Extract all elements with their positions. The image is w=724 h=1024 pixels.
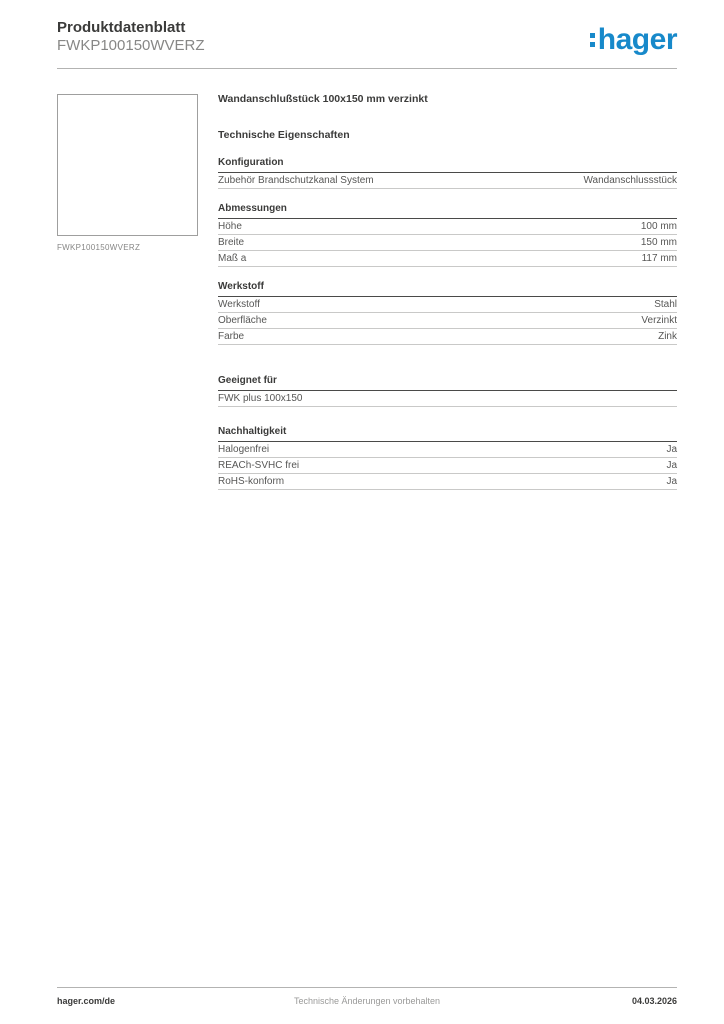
footer-date: 04.03.2026 — [631, 996, 677, 1006]
product-image-caption: FWKP100150WVERZ — [57, 243, 141, 252]
spec-row-label: Oberfläche — [218, 315, 267, 326]
section-heading: Nachhaltigkeit — [218, 426, 677, 442]
spec-row-value: 117 mm — [641, 253, 677, 264]
hager-logo — [590, 25, 677, 55]
spec-row-label: Werkstoff — [218, 299, 260, 310]
spec-row-label: FWK plus 100x150 — [218, 393, 303, 404]
content-column — [218, 93, 677, 490]
spec-row — [218, 474, 677, 490]
spec-row — [218, 458, 677, 474]
spec-row — [218, 219, 677, 235]
hager-logo-colon-icon — [590, 33, 595, 47]
spec-row — [218, 235, 677, 251]
footer-row — [57, 996, 677, 1006]
spec-row-value: Verzinkt — [641, 315, 677, 326]
spec-row-value: Zink — [658, 331, 677, 342]
spec-row-value: Ja — [666, 476, 677, 487]
spec-section — [218, 203, 677, 267]
spec-row-label: Breite — [218, 237, 245, 248]
spec-row-value: Ja — [666, 460, 677, 471]
section-heading: Geeignet für — [218, 375, 677, 391]
spec-section — [218, 281, 677, 345]
section-heading: Werkstoff — [218, 281, 677, 297]
spec-sections — [218, 157, 677, 490]
hager-logo-text: hager — [597, 23, 677, 56]
spec-row-label: Halogenfrei — [218, 444, 270, 455]
section-heading: Abmessungen — [218, 203, 677, 219]
spec-section — [218, 426, 677, 490]
document-header — [57, 19, 205, 55]
spec-row-label: Maß a — [218, 253, 247, 264]
footer-divider — [57, 987, 677, 988]
spec-row-value: 100 mm — [640, 221, 677, 232]
product-title: Wandanschlußstück 100x150 mm verzinkt — [218, 93, 428, 105]
header-divider — [57, 68, 677, 69]
spec-section — [218, 375, 677, 407]
spec-row-label: Höhe — [218, 221, 242, 232]
spec-row — [218, 313, 677, 329]
spec-row — [218, 297, 677, 313]
spec-row-label: Farbe — [218, 331, 245, 342]
spec-row-label: REACh-SVHC frei — [218, 460, 300, 471]
spec-row — [218, 251, 677, 267]
spec-row — [218, 391, 677, 407]
document-footer — [57, 987, 677, 1006]
spec-row-value: Wandanschlussstück — [583, 175, 677, 186]
spec-row-label: RoHS-konform — [218, 476, 285, 487]
page-title: Produktdatenblatt — [57, 19, 186, 36]
spec-row-value: 150 mm — [640, 237, 677, 248]
spec-row-label: Zubehör Brandschutzkanal System — [218, 175, 374, 186]
section-heading: Konfiguration — [218, 157, 677, 173]
spec-row-value: Stahl — [654, 299, 677, 310]
footer-disclaimer: Technische Änderungen vorbehalten — [293, 996, 441, 1006]
product-image — [57, 94, 198, 236]
technical-properties-heading: Technische Eigenschaften — [218, 129, 350, 141]
product-code: FWKP100150WVERZ — [57, 37, 205, 54]
spec-row — [218, 442, 677, 458]
spec-row — [218, 329, 677, 345]
spec-row-value: Ja — [666, 444, 677, 455]
spec-section — [218, 157, 677, 189]
spec-row — [218, 173, 677, 189]
hager-website-link[interactable]: hager.com/de — [57, 996, 116, 1006]
